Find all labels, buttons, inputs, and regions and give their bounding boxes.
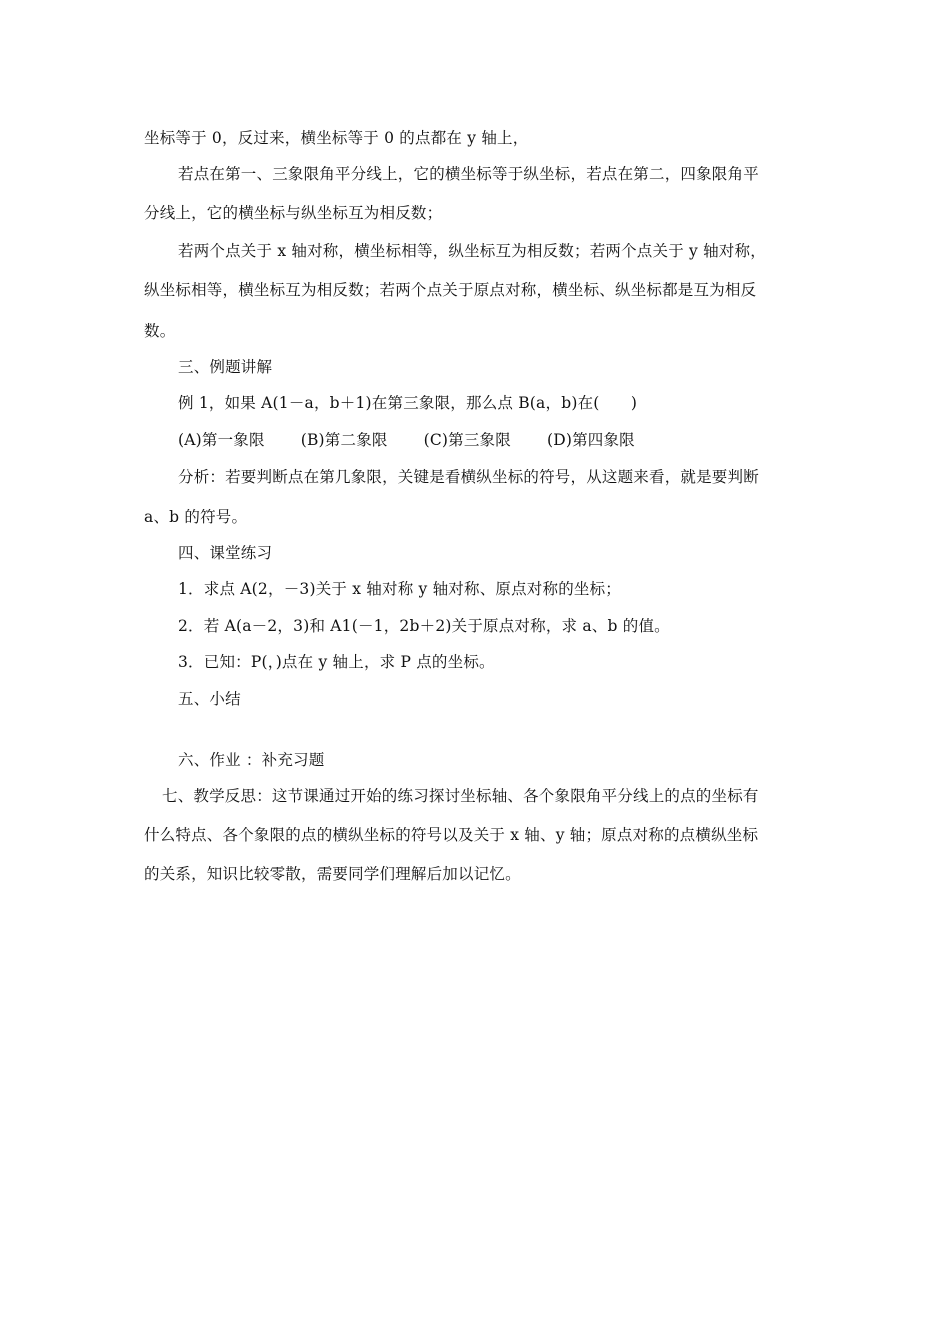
option-b: (B)第二象限 [300,431,388,449]
exercise-item: 3．已知：P(，)点在 y 轴上，求 P 点的坐标。 [178,653,495,671]
section-heading: 六、作业 ：补充习题 [178,751,325,769]
text-line: 若两个点关于 x 轴对称，横坐标相等，纵坐标互为相反数；若两个点关于 y 轴对称， [178,242,766,260]
text-line: 什么特点、各个象限的点的横纵坐标的符号以及关于 x 轴、y 轴；原点对称的点横纵坐标 [144,826,759,844]
text-line: 数。 [144,322,176,340]
reflection-text: 七、教学反思：这节课通过开始的练习探讨坐标轴、各个象限角平分线上的点的坐标有 [162,787,759,805]
exercise-item: 1．求点 A(2，－3)关于 x 轴对称 y 轴对称、原点对称的坐标； [178,580,622,598]
option-a: (A)第一象限 [178,431,265,449]
text-line: 纵坐标相等，横坐标互为相反数；若两个点关于原点对称，横坐标、纵坐标都是互为相反 [144,281,757,299]
section-heading: 四、课堂练习 [178,544,273,562]
section-heading: 五、小结 [178,690,241,708]
option-c: (C)第三象限 [423,431,511,449]
text-line: a、b 的符号。 [144,508,248,526]
text-line: 分线上，它的横坐标与纵坐标互为相反数； [144,204,443,222]
option-d: (D)第四象限 [546,431,635,449]
section-heading: 三、例题讲解 [178,358,273,376]
exercise-item: 2．若 A(a－2，3)和 A1(－1，2b＋2)关于原点对称，求 a、b 的值。 [178,617,670,635]
answer-options [178,430,635,450]
text-line: 若点在第一、三象限角平分线上，它的横坐标等于纵坐标，若点在第二，四象限角平 [178,165,759,183]
text-line: 的关系，知识比较零散，需要同学们理解后加以记忆。 [144,865,521,883]
analysis-text: 分析：若要判断点在第几象限，关键是看横纵坐标的符号，从这题来看，就是要判断 [178,468,759,486]
example-question: 例 1，如果 A(1－a，b＋1)在第三象限，那么点 B(a，b)在( ) [178,394,638,412]
text-line: 坐标等于 0，反过来，横坐标等于 0 的点都在 y 轴上， [144,129,529,147]
